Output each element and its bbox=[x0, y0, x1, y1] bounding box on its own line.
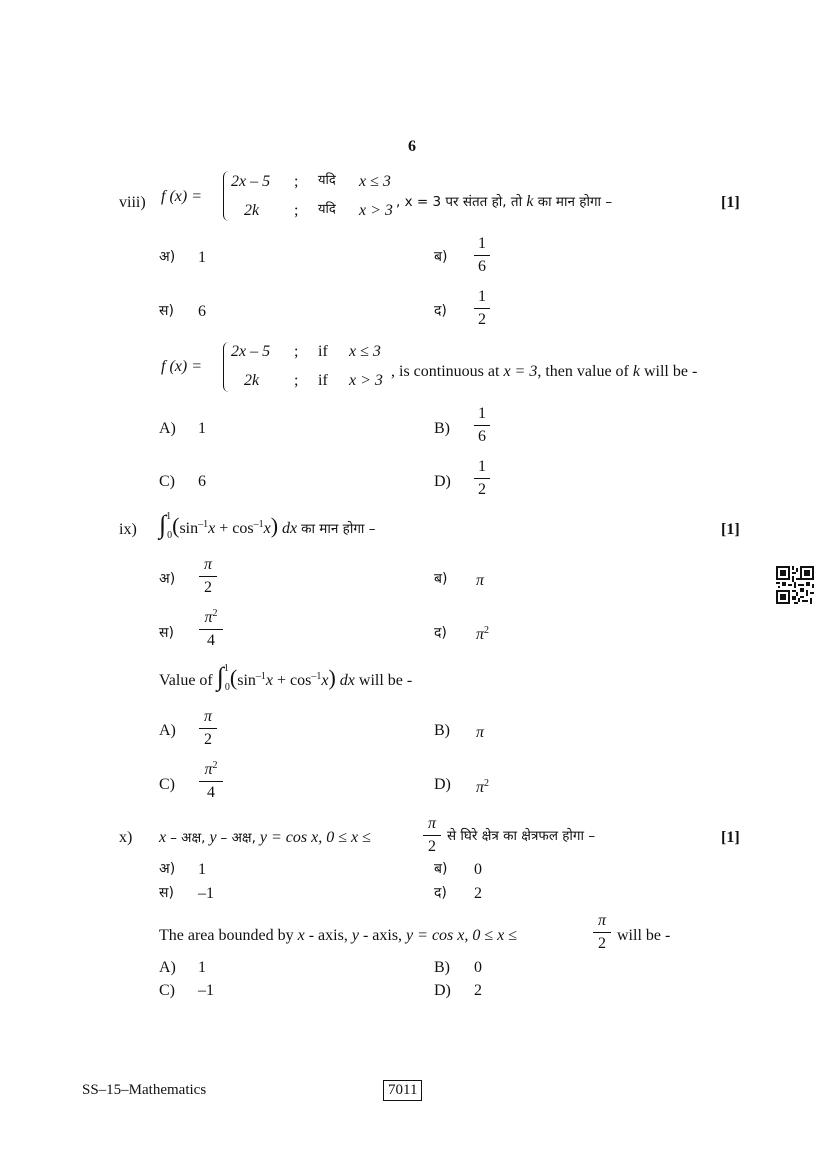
denominator: 6 bbox=[478, 428, 486, 445]
q8-function-hi: f (x) = bbox=[161, 188, 202, 205]
x: x bbox=[265, 672, 273, 689]
x: x bbox=[159, 829, 167, 846]
axis-en: - axis, bbox=[362, 927, 403, 944]
x: x bbox=[297, 927, 305, 944]
q8-brace-en bbox=[223, 342, 230, 392]
plus: + bbox=[219, 520, 229, 537]
q8-semicolon-en: ; bbox=[294, 372, 299, 389]
denominator: 4 bbox=[207, 784, 215, 801]
q9-opt-c-en-label: C) bbox=[159, 776, 175, 793]
q9-opt-b-en-pi: π bbox=[476, 724, 485, 741]
denominator: 2 bbox=[204, 579, 212, 596]
denominator: 2 bbox=[598, 935, 606, 952]
denominator: 2 bbox=[478, 481, 486, 498]
q8-case1-expr: 2x – 5 bbox=[231, 173, 271, 190]
q8-tail-b-en: , then value of bbox=[537, 363, 629, 380]
pi: π bbox=[203, 556, 212, 573]
dx: dx bbox=[282, 520, 298, 537]
q8-case1-expr-en: 2x – 5 bbox=[231, 343, 271, 360]
footer-paper-code: 7011 bbox=[383, 1080, 422, 1101]
q9-marks: [1] bbox=[721, 521, 740, 538]
q8-x3-en: x = 3 bbox=[503, 363, 538, 380]
integral-sign: ∫ bbox=[159, 510, 167, 539]
q10-opt-d-en-label: D) bbox=[434, 982, 451, 999]
lower-limit: 0 bbox=[167, 530, 173, 541]
pi: π bbox=[597, 912, 606, 929]
q8-opt-d-hi-fraction bbox=[474, 288, 490, 329]
inverse: –1 bbox=[311, 671, 322, 682]
sin: sin bbox=[179, 520, 199, 537]
q10-head-en: The area bounded by bbox=[159, 927, 294, 944]
q8-semicolon: ; bbox=[294, 173, 299, 190]
q9-opt-b-hi-pi: π bbox=[476, 572, 485, 589]
q8-tail-a-hi: , x = 3 पर संतत हो, तो bbox=[396, 194, 523, 210]
q9-opt-a-en-fraction bbox=[199, 708, 217, 749]
q9-opt-c-en-fraction bbox=[199, 761, 223, 802]
q10-number: x) bbox=[119, 829, 133, 846]
q10-opt-c-hi-value: –1 bbox=[198, 885, 214, 902]
q10-opt-b-hi-label: ब) bbox=[434, 861, 448, 877]
q10-equation-en: y = cos x, 0 ≤ x ≤ bbox=[406, 927, 518, 944]
q10-tail-hi: से घिरे क्षेत्र का क्षेत्रफल होगा – bbox=[447, 828, 596, 844]
q8-opt-c-hi-value: 6 bbox=[198, 303, 206, 320]
x: x bbox=[208, 520, 216, 537]
q9-opt-b-hi-label: ब) bbox=[434, 571, 448, 587]
q8-opt-a-en-label: A) bbox=[159, 420, 176, 437]
q10-opt-b-en-value: 0 bbox=[474, 959, 482, 976]
q9-opt-a-en-label: A) bbox=[159, 722, 176, 739]
square: 2 bbox=[484, 625, 490, 636]
q10-opt-c-en-label: C) bbox=[159, 982, 175, 999]
pi: π bbox=[204, 761, 213, 778]
upper-limit: 1 bbox=[223, 663, 229, 674]
q8-number: viii) bbox=[119, 194, 146, 211]
q8-tail-a-en: , is continuous at bbox=[391, 363, 500, 380]
q10-opt-c-en-value: –1 bbox=[198, 982, 214, 999]
q8-opt-a-en-value: 1 bbox=[198, 420, 206, 437]
q8-tail-b-hi: का मान होगा – bbox=[537, 194, 613, 210]
q8-if-en: if bbox=[318, 343, 328, 360]
q9-opt-d-en-value bbox=[476, 780, 489, 796]
q10-opt-b-en-label: B) bbox=[434, 959, 450, 976]
qr-code-icon bbox=[776, 566, 814, 604]
q10-opt-d-en-value: 2 bbox=[474, 982, 482, 999]
q8-opt-b-en-fraction bbox=[474, 405, 490, 446]
x: x bbox=[321, 672, 329, 689]
numerator: 1 bbox=[478, 405, 486, 422]
q8-statement-en bbox=[391, 364, 697, 380]
q8-opt-d-en-label: D) bbox=[434, 473, 451, 490]
q10-opt-b-hi-value: 0 bbox=[474, 861, 482, 878]
q8-opt-b-hi-fraction bbox=[474, 235, 490, 276]
q10-pi-over-2-hi bbox=[423, 815, 441, 856]
q8-if-en: if bbox=[318, 372, 328, 389]
pi: π bbox=[203, 708, 212, 725]
q10-opt-a-en-value: 1 bbox=[198, 959, 206, 976]
q8-brace-hi bbox=[223, 171, 230, 221]
q8-marks: [1] bbox=[721, 194, 740, 211]
axis-en: - axis, bbox=[308, 927, 348, 944]
q10-opt-d-hi-value: 2 bbox=[474, 885, 482, 902]
q9-head-en: Value of bbox=[159, 672, 213, 689]
q8-semicolon: ; bbox=[294, 202, 299, 219]
q9-opt-d-hi-value bbox=[476, 627, 489, 643]
q9-opt-d-hi-label: द) bbox=[434, 625, 447, 641]
q8-opt-b-en-label: B) bbox=[434, 420, 450, 437]
q8-if-hi: यदि bbox=[318, 173, 336, 188]
square: 2 bbox=[484, 778, 490, 789]
q8-cond1-en: x ≤ 3 bbox=[349, 343, 381, 360]
q10-opt-c-hi-label: स) bbox=[159, 885, 174, 901]
q8-cond2-en: x > 3 bbox=[349, 372, 383, 389]
x: x bbox=[263, 520, 271, 537]
q8-opt-b-hi-label: ब) bbox=[434, 249, 448, 265]
q8-opt-d-en-fraction bbox=[474, 458, 490, 499]
q8-case2-expr-en: 2k bbox=[244, 372, 260, 389]
q8-tail-c-en: will be - bbox=[643, 363, 698, 380]
q10-statement-en bbox=[159, 928, 517, 944]
square: 2 bbox=[212, 608, 218, 619]
q8-opt-c-hi-label: स) bbox=[159, 303, 174, 319]
lower-limit: 0 bbox=[224, 682, 230, 693]
pi: π bbox=[476, 779, 485, 796]
inverse: –1 bbox=[253, 519, 264, 530]
q8-cond1: x ≤ 3 bbox=[359, 173, 391, 190]
numerator: 1 bbox=[478, 458, 486, 475]
q8-if-hi: यदि bbox=[318, 202, 336, 217]
q9-opt-c-hi-label: स) bbox=[159, 625, 174, 641]
q9-opt-a-hi-label: अ) bbox=[159, 571, 176, 587]
q10-tail-en: will be - bbox=[617, 927, 671, 944]
q9-tail-en: will be - bbox=[358, 672, 413, 689]
q8-statement-hi bbox=[396, 194, 612, 210]
footer-subject: SS–15–Mathematics bbox=[82, 1082, 207, 1098]
cos: cos bbox=[232, 520, 254, 537]
cos: cos bbox=[290, 672, 312, 689]
sin: sin bbox=[237, 672, 256, 689]
q10-opt-d-hi-label: द) bbox=[434, 885, 447, 901]
q8-k-hi: k bbox=[526, 193, 534, 210]
q8-function-en: f (x) = bbox=[161, 358, 202, 375]
q9-opt-b-en-label: B) bbox=[434, 722, 450, 739]
q9-number: ix) bbox=[119, 521, 137, 538]
numerator: 1 bbox=[478, 235, 486, 252]
upper-limit: 1 bbox=[166, 511, 172, 522]
q9-opt-c-hi-fraction bbox=[199, 609, 223, 650]
q10-opt-a-en-label: A) bbox=[159, 959, 176, 976]
denominator: 2 bbox=[478, 311, 486, 328]
page-number: 6 bbox=[408, 138, 416, 155]
q8-opt-a-hi-value: 1 bbox=[198, 249, 206, 266]
square: 2 bbox=[212, 760, 218, 771]
q8-semicolon-en: ; bbox=[294, 343, 299, 360]
q10-equation: y = cos x, 0 ≤ x ≤ bbox=[259, 829, 371, 846]
q8-case2-expr: 2k bbox=[244, 202, 260, 219]
q10-opt-a-hi-value: 1 bbox=[198, 861, 206, 878]
y: y bbox=[351, 927, 359, 944]
y: y bbox=[209, 829, 217, 846]
q10-opt-a-hi-label: अ) bbox=[159, 861, 176, 877]
denominator: 6 bbox=[478, 258, 486, 275]
q9-opt-d-en-label: D) bbox=[434, 776, 451, 793]
denominator: 4 bbox=[207, 632, 215, 649]
axis-hi: – अक्ष, bbox=[220, 830, 256, 846]
plus: + bbox=[277, 672, 287, 689]
q9-tail-hi: का मान होगा – bbox=[301, 521, 376, 537]
integral-sign: ∫ bbox=[216, 662, 224, 691]
q8-opt-d-hi-label: द) bbox=[434, 303, 447, 319]
q10-pi-over-2-en bbox=[593, 912, 611, 953]
q9-opt-a-hi-fraction bbox=[199, 556, 217, 597]
inverse: –1 bbox=[255, 671, 266, 682]
dx: dx bbox=[339, 672, 355, 689]
q8-opt-c-en-label: C) bbox=[159, 473, 175, 490]
q8-opt-c-en-value: 6 bbox=[198, 473, 206, 490]
denominator: 2 bbox=[428, 838, 436, 855]
q8-cond2: x > 3 bbox=[359, 202, 393, 219]
q9-integral-hi: $\int^1_0(\sin^{-1}x + \cos^{-1}x)$ dx का मान होगा – bbox=[159, 510, 376, 541]
pi: π bbox=[204, 609, 213, 626]
pi: π bbox=[427, 815, 436, 832]
q9-integral-en: Value of $\int^1_0(\sin^{-1}x + \cos^{-1}x)$ dx will be - bbox=[159, 662, 413, 693]
q8-k-en: k bbox=[632, 363, 640, 380]
inverse: –1 bbox=[198, 519, 209, 530]
q8-opt-a-hi-label: अ) bbox=[159, 249, 176, 265]
q10-statement-hi bbox=[159, 830, 371, 846]
axis-hi: – अक्ष, bbox=[170, 830, 206, 846]
numerator: 1 bbox=[478, 288, 486, 305]
q10-marks: [1] bbox=[721, 829, 740, 846]
pi: π bbox=[476, 626, 485, 643]
denominator: 2 bbox=[204, 731, 212, 748]
